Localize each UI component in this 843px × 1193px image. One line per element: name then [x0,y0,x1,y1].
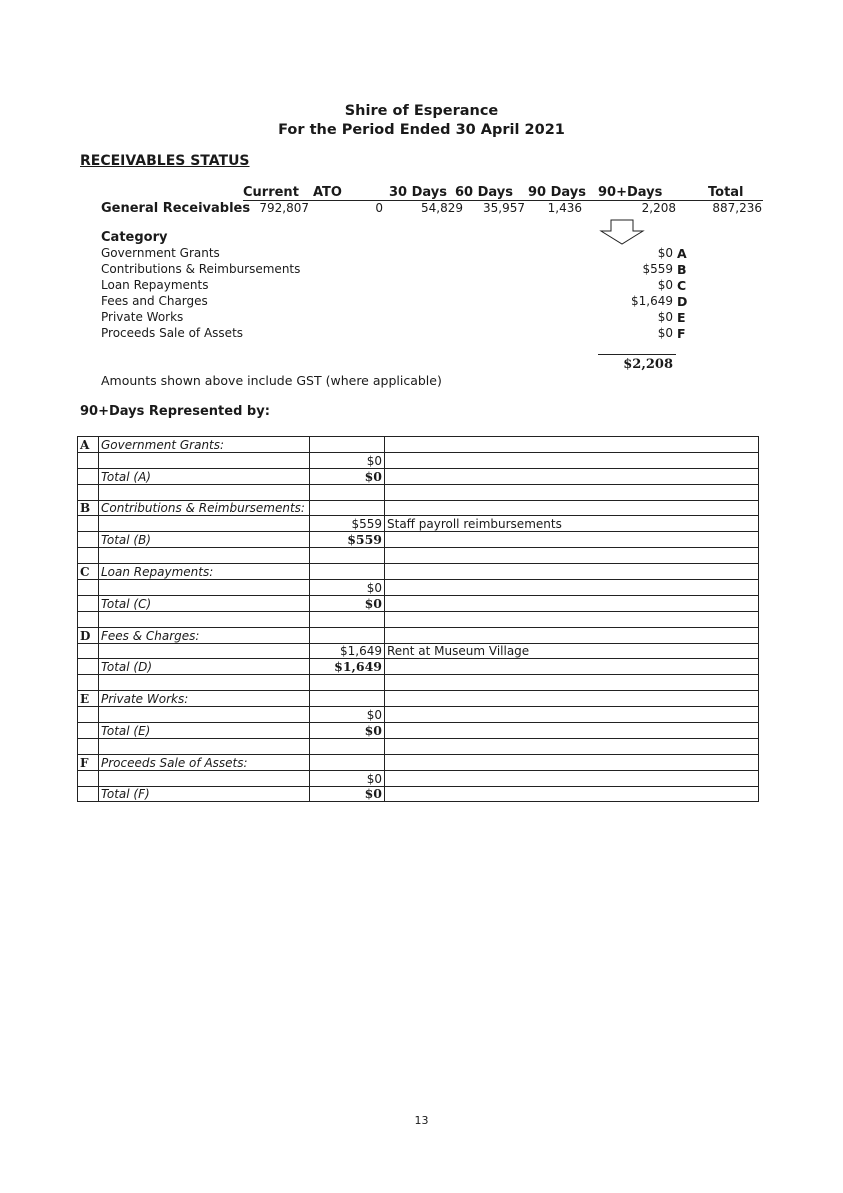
total-amount: $1,649 [310,659,385,675]
group-title: Loan Repayments: [99,564,310,580]
col-current: Current [243,185,299,200]
category-code: B [677,262,687,277]
category-amount: $0 [657,246,673,260]
gst-note: Amounts shown above include GST (where applicable) [101,373,442,388]
total-row [78,532,759,548]
total-label: Total (D) [99,659,310,675]
total-row [78,786,759,802]
group-title: Contributions & Reimbursements: [99,500,310,516]
total-label: Total (B) [99,532,310,548]
category-label: Contributions & Reimbursements [101,262,301,276]
group-code: A [78,437,99,453]
section-title: RECEIVABLES STATUS [80,153,250,169]
category-heading: Category [101,230,168,245]
category-amount: $559 [642,262,673,276]
category-amount: $0 [657,310,673,324]
value-60-days: 35,957 [483,201,525,215]
category-label: Government Grants [101,246,220,260]
category-label: Private Works [101,310,184,324]
category-code: D [677,294,688,309]
total-row [78,468,759,484]
detail-row [78,770,759,786]
group-title-row [78,564,759,580]
detail-row [78,580,759,596]
value-30-days: 54,829 [421,201,463,215]
group-title-row [78,754,759,770]
group-title-row [78,437,759,453]
spacer-row [78,738,759,754]
total-amount: $0 [310,723,385,739]
group-code: C [78,564,99,580]
group-code: F [78,754,99,770]
group-title-row [78,500,759,516]
value-total: 887,236 [712,201,762,215]
detail-description [385,580,759,596]
category-code: C [677,278,687,293]
down-arrow-icon [598,219,646,249]
group-title: Government Grants: [99,437,310,453]
col-60-days: 60 Days [455,185,513,200]
category-amount: $1,649 [631,294,673,308]
category-label: Loan Repayments [101,278,209,292]
detail-amount: $0 [310,580,385,596]
detail-description: Rent at Museum Village [385,643,759,659]
col-ato: ATO [313,185,342,200]
category-label: Proceeds Sale of Assets [101,326,244,340]
category-label: Fees and Charges [101,294,208,308]
detail-amount: $1,649 [310,643,385,659]
total-row [78,595,759,611]
col-90-days: 90 Days [528,185,586,200]
category-code: A [677,246,687,261]
detail-description [385,770,759,786]
group-code: E [78,691,99,707]
value-90-days: 1,436 [547,201,582,215]
col-30-days: 30 Days [389,185,447,200]
document-title: Shire of Esperance [344,103,499,119]
total-row [78,659,759,675]
spacer-row [78,548,759,564]
detail-amount: $559 [310,516,385,532]
detail-amount: $0 [310,452,385,468]
value-current: 792,807 [259,201,309,215]
represented-table [77,436,759,802]
detail-amount: $0 [310,770,385,786]
total-amount: $0 [310,595,385,611]
detail-row [78,452,759,468]
row-label: General Receivables [101,201,251,216]
category-total-rule [598,354,676,355]
group-title: Fees & Charges: [99,627,310,643]
spacer-row [78,611,759,627]
detail-row [78,516,759,532]
total-label: Total (F) [99,786,310,802]
category-total: $2,208 [623,357,673,372]
group-title: Private Works: [99,691,310,707]
category-code: E [677,310,686,325]
total-row [78,723,759,739]
detail-description [385,707,759,723]
value-ato: 0 [375,201,383,215]
total-label: Total (A) [99,468,310,484]
group-code: D [78,627,99,643]
category-amount: $0 [657,278,673,292]
value-90plus-days: 2,208 [641,201,676,215]
total-amount: $0 [310,786,385,802]
group-code: B [78,500,99,516]
detail-description: Staff payroll reimbursements [385,516,759,532]
category-code: F [677,326,686,341]
group-title-row [78,691,759,707]
page-number: 13 [414,1114,429,1127]
represented-heading: 90+Days Represented by: [80,404,270,419]
col-90plus-days: 90+Days [598,185,663,200]
group-title: Proceeds Sale of Assets: [99,754,310,770]
detail-row [78,643,759,659]
document-period: For the Period Ended 30 April 2021 [278,122,565,138]
spacer-row [78,675,759,691]
col-total: Total [708,185,744,200]
total-amount: $0 [310,468,385,484]
spacer-row [78,484,759,500]
total-amount: $559 [310,532,385,548]
group-title-row [78,627,759,643]
detail-amount: $0 [310,707,385,723]
category-amount: $0 [657,326,673,340]
total-label: Total (E) [99,723,310,739]
detail-row [78,707,759,723]
total-label: Total (C) [99,595,310,611]
detail-description [385,452,759,468]
